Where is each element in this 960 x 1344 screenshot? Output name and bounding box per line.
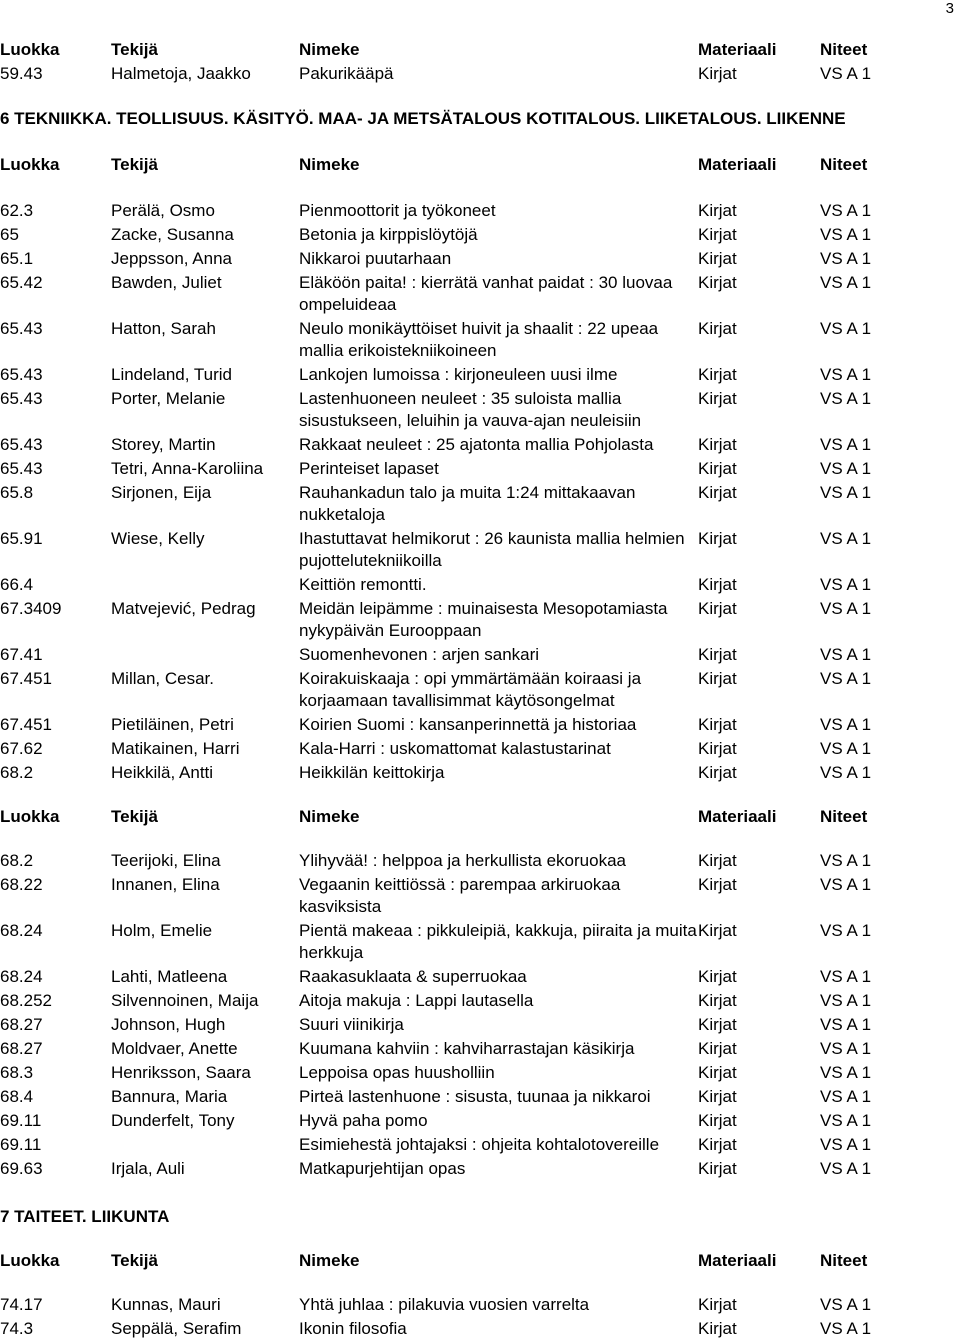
cell-tekija: Hatton, Sarah bbox=[111, 319, 216, 338]
cell-nimeke: Raakasuklaata & superruokaa bbox=[299, 967, 527, 986]
cell-luokka: 65.43 bbox=[0, 319, 43, 338]
cell-nimeke: Neulo monikäyttöiset huivit ja shaalit : 22 upeaa mallia erikoistekniikoineen bbox=[299, 319, 659, 360]
cell-tekija: Seppälä, Serafim bbox=[111, 1319, 242, 1338]
table-row bbox=[0, 481, 960, 527]
cell-niteet: VS A 1 bbox=[820, 1063, 872, 1082]
table-row bbox=[0, 737, 960, 761]
cell-nimeke: Pientä makeaa : pikkuleipiä, kakkuja, piiraita ja muita herkkuja bbox=[299, 921, 697, 962]
cell-materiaali: Kirjat bbox=[698, 457, 757, 481]
table-row bbox=[0, 919, 960, 965]
cell-tekija: Porter, Melanie bbox=[111, 389, 226, 408]
cell-luokka: 65.8 bbox=[0, 483, 34, 502]
cell-nimeke: Koirien Suomi : kansanperinnettä ja historiaa bbox=[299, 715, 637, 734]
table-header bbox=[0, 805, 960, 829]
cell-materiaali: Kirjat bbox=[698, 527, 757, 551]
cell-niteet: VS A 1 bbox=[820, 875, 872, 894]
cell-materiaali: Kirjat bbox=[698, 1317, 757, 1341]
cell-nimeke: Nikkaroi puutarhaan bbox=[299, 249, 452, 268]
cell-nimeke: Lankojen lumoissa : kirjoneuleen uusi ilme bbox=[299, 365, 618, 384]
table-row bbox=[0, 1109, 960, 1133]
cell-luokka: 65.1 bbox=[0, 249, 34, 268]
cell-materiaali: Kirjat bbox=[698, 597, 757, 621]
cell-niteet: VS A 1 bbox=[820, 249, 872, 268]
cell-luokka: 68.3 bbox=[0, 1063, 34, 1082]
cell-luokka: 65.91 bbox=[0, 529, 43, 548]
cell-niteet: VS A 1 bbox=[820, 967, 872, 986]
cell-nimeke: Yhtä juhlaa : pilakuvia vuosien varrelta bbox=[299, 1295, 590, 1314]
cell-luokka: 65.43 bbox=[0, 365, 43, 384]
cell-materiaali: Kirjat bbox=[698, 1061, 757, 1085]
catalog-table-4 bbox=[0, 1249, 960, 1341]
cell-luokka: 68.24 bbox=[0, 921, 43, 940]
cell-tekija: Sirjonen, Eija bbox=[111, 483, 212, 502]
cell-tekija: Wiese, Kelly bbox=[111, 529, 205, 548]
cell-luokka: 67.451 bbox=[0, 669, 52, 688]
cell-luokka: 68.22 bbox=[0, 875, 43, 894]
cell-nimeke: Rauhankadun talo ja muita 1:24 mittakaavan nukketaloja bbox=[299, 483, 636, 524]
cell-tekija: Moldvaer, Anette bbox=[111, 1039, 238, 1058]
table-row bbox=[0, 573, 960, 597]
cell-materiaali: Kirjat bbox=[698, 1109, 757, 1133]
header-materiaali: Materiaali bbox=[698, 805, 796, 829]
cell-niteet: VS A 1 bbox=[820, 389, 872, 408]
cell-nimeke: Eläköön paita! : kierrätä vanhat paidat : 30 luovaa ompeluideaa bbox=[299, 273, 673, 314]
table-row bbox=[0, 527, 960, 573]
cell-tekija: Storey, Martin bbox=[111, 435, 216, 454]
cell-materiaali: Kirjat bbox=[698, 667, 757, 691]
cell-niteet: VS A 1 bbox=[820, 739, 872, 758]
table-row bbox=[0, 643, 960, 667]
table-row bbox=[0, 873, 960, 919]
table-row bbox=[0, 1037, 960, 1061]
cell-luokka: 65 bbox=[0, 225, 19, 244]
header-luokka: Luokka bbox=[0, 1251, 60, 1270]
section-7-title: 7 TAITEET. LIIKUNTA bbox=[0, 1207, 170, 1226]
header-niteet: Niteet bbox=[820, 155, 868, 174]
cell-nimeke: Vegaanin keittiössä : parempaa arkiruokaa kasviksista bbox=[299, 875, 621, 916]
cell-tekija: Innanen, Elina bbox=[111, 875, 220, 894]
cell-nimeke: Suuri viinikirja bbox=[299, 1015, 404, 1034]
table-row bbox=[0, 62, 960, 86]
cell-nimeke: Suomenhevonen : arjen sankari bbox=[299, 645, 540, 664]
cell-materiaali: Kirjat bbox=[698, 247, 757, 271]
cell-tekija: Jeppsson, Anna bbox=[111, 249, 232, 268]
cell-materiaali: Kirjat bbox=[698, 317, 757, 341]
cell-tekija: Holm, Emelie bbox=[111, 921, 213, 940]
cell-tekija: Kunnas, Mauri bbox=[111, 1295, 221, 1314]
header-materiaali: Materiaali bbox=[698, 38, 796, 62]
table-row bbox=[0, 849, 960, 873]
cell-nimeke: Pakurikääpä bbox=[299, 64, 394, 83]
header-tekija: Tekijä bbox=[111, 155, 158, 174]
cell-materiaali: Kirjat bbox=[698, 433, 757, 457]
header-nimeke: Nimeke bbox=[299, 155, 360, 174]
cell-tekija: Henriksson, Saara bbox=[111, 1063, 251, 1082]
cell-nimeke: Heikkilän keittokirja bbox=[299, 763, 445, 782]
cell-niteet: VS A 1 bbox=[820, 1159, 872, 1178]
cell-tekija: Heikkilä, Antti bbox=[111, 763, 214, 782]
cell-tekija: Bannura, Maria bbox=[111, 1087, 228, 1106]
catalog-table-1 bbox=[0, 38, 960, 86]
cell-luokka: 74.3 bbox=[0, 1319, 34, 1338]
table-row bbox=[0, 317, 960, 363]
cell-nimeke: Betonia ja kirppislöytöjä bbox=[299, 225, 478, 244]
cell-materiaali: Kirjat bbox=[698, 873, 757, 897]
cell-tekija: Tetri, Anna-Karoliina bbox=[111, 459, 264, 478]
table-row bbox=[0, 457, 960, 481]
header-niteet: Niteet bbox=[820, 1251, 868, 1270]
cell-niteet: VS A 1 bbox=[820, 645, 872, 664]
cell-nimeke: Meidän leipämme : muinaisesta Mesopotamiasta nykypäivän Eurooppaan bbox=[299, 599, 668, 640]
cell-nimeke: Pirteä lastenhuone : sisusta, tuunaa ja nikkaroi bbox=[299, 1087, 651, 1106]
cell-nimeke: Perinteiset lapaset bbox=[299, 459, 439, 478]
table-header bbox=[0, 153, 960, 177]
cell-tekija: Matikainen, Harri bbox=[111, 739, 240, 758]
cell-luokka: 65.43 bbox=[0, 389, 43, 408]
cell-niteet: VS A 1 bbox=[820, 64, 872, 83]
header-luokka: Luokka bbox=[0, 807, 60, 826]
header-materiaali: Materiaali bbox=[698, 153, 796, 177]
cell-materiaali: Kirjat bbox=[698, 713, 757, 737]
cell-tekija: Teerijoki, Elina bbox=[111, 851, 221, 870]
cell-luokka: 62.3 bbox=[0, 201, 34, 220]
table-row bbox=[0, 247, 960, 271]
cell-luokka: 68.2 bbox=[0, 763, 34, 782]
cell-luokka: 65.43 bbox=[0, 459, 43, 478]
cell-materiaali: Kirjat bbox=[698, 481, 757, 505]
cell-nimeke: Ylihyvää! : helppoa ja herkullista ekoruokaa bbox=[299, 851, 626, 870]
cell-materiaali: Kirjat bbox=[698, 965, 757, 989]
cell-niteet: VS A 1 bbox=[820, 851, 872, 870]
cell-niteet: VS A 1 bbox=[820, 1087, 872, 1106]
cell-niteet: VS A 1 bbox=[820, 201, 872, 220]
cell-materiaali: Kirjat bbox=[698, 1133, 757, 1157]
header-niteet: Niteet bbox=[820, 807, 868, 826]
cell-luokka: 65.43 bbox=[0, 435, 43, 454]
header-nimeke: Nimeke bbox=[299, 40, 360, 59]
table-row bbox=[0, 713, 960, 737]
cell-materiaali: Kirjat bbox=[698, 919, 757, 943]
table-row bbox=[0, 1013, 960, 1037]
cell-tekija: Silvennoinen, Maija bbox=[111, 991, 259, 1010]
cell-luokka: 66.4 bbox=[0, 575, 34, 594]
cell-tekija: Johnson, Hugh bbox=[111, 1015, 226, 1034]
cell-luokka: 68.4 bbox=[0, 1087, 34, 1106]
header-niteet: Niteet bbox=[820, 40, 868, 59]
table-row bbox=[0, 1133, 960, 1157]
cell-tekija: Zacke, Susanna bbox=[111, 225, 234, 244]
cell-niteet: VS A 1 bbox=[820, 991, 872, 1010]
cell-nimeke: Ikonin filosofia bbox=[299, 1319, 407, 1338]
header-luokka: Luokka bbox=[0, 155, 60, 174]
cell-materiaali: Kirjat bbox=[698, 643, 757, 667]
cell-nimeke: Kuumana kahviin : kahviharrastajan käsikirja bbox=[299, 1039, 635, 1058]
cell-niteet: VS A 1 bbox=[820, 669, 872, 688]
table-header bbox=[0, 38, 960, 62]
cell-niteet: VS A 1 bbox=[820, 1111, 872, 1130]
table-row bbox=[0, 1157, 960, 1181]
cell-nimeke: Keittiön remontti. bbox=[299, 575, 427, 594]
table-row bbox=[0, 271, 960, 317]
table-row bbox=[0, 597, 960, 643]
cell-luokka: 69.63 bbox=[0, 1159, 43, 1178]
table-row bbox=[0, 363, 960, 387]
cell-luokka: 68.2 bbox=[0, 851, 34, 870]
cell-niteet: VS A 1 bbox=[820, 1135, 872, 1154]
table-row bbox=[0, 989, 960, 1013]
cell-tekija: Pietiläinen, Petri bbox=[111, 715, 234, 734]
cell-niteet: VS A 1 bbox=[820, 1295, 872, 1314]
cell-luokka: 67.62 bbox=[0, 739, 43, 758]
cell-niteet: VS A 1 bbox=[820, 529, 872, 548]
cell-nimeke: Kala-Harri : uskomattomat kalastustarinat bbox=[299, 739, 611, 758]
cell-luokka: 67.451 bbox=[0, 715, 52, 734]
cell-tekija: Dunderfelt, Tony bbox=[111, 1111, 235, 1130]
table-row bbox=[0, 1293, 960, 1317]
table-row bbox=[0, 965, 960, 989]
cell-luokka: 68.27 bbox=[0, 1039, 43, 1058]
cell-niteet: VS A 1 bbox=[820, 365, 872, 384]
cell-luokka: 65.42 bbox=[0, 273, 43, 292]
cell-nimeke: Hyvä paha pomo bbox=[299, 1111, 428, 1130]
cell-luokka: 67.3409 bbox=[0, 599, 62, 618]
cell-tekija: Millan, Cesar. bbox=[111, 669, 214, 688]
cell-materiaali: Kirjat bbox=[698, 761, 757, 785]
table-row bbox=[0, 1317, 960, 1341]
cell-niteet: VS A 1 bbox=[820, 435, 872, 454]
cell-materiaali: Kirjat bbox=[698, 1157, 757, 1181]
cell-niteet: VS A 1 bbox=[820, 1039, 872, 1058]
header-luokka: Luokka bbox=[0, 40, 60, 59]
cell-materiaali: Kirjat bbox=[698, 199, 757, 223]
cell-nimeke: Aitoja makuja : Lappi lautasella bbox=[299, 991, 534, 1010]
cell-niteet: VS A 1 bbox=[820, 715, 872, 734]
cell-luokka: 69.11 bbox=[0, 1111, 42, 1130]
header-materiaali: Materiaali bbox=[698, 1249, 796, 1273]
cell-materiaali: Kirjat bbox=[698, 1013, 757, 1037]
cell-tekija: Matvejević, Pedrag bbox=[111, 599, 256, 618]
cell-luokka: 68.24 bbox=[0, 967, 43, 986]
cell-niteet: VS A 1 bbox=[820, 483, 872, 502]
cell-luokka: 74.17 bbox=[0, 1295, 43, 1314]
cell-nimeke: Lastenhuoneen neuleet : 35 suloista mallia sisustukseen, leluihin ja vauva-ajan neuleisiin bbox=[299, 389, 642, 430]
header-tekija: Tekijä bbox=[111, 40, 158, 59]
cell-nimeke: Rakkaat neuleet : 25 ajatonta mallia Pohjolasta bbox=[299, 435, 654, 454]
header-tekija: Tekijä bbox=[111, 1251, 158, 1270]
table-row bbox=[0, 223, 960, 247]
table-row bbox=[0, 433, 960, 457]
cell-materiaali: Kirjat bbox=[698, 737, 757, 761]
cell-tekija: Lindeland, Turid bbox=[111, 365, 232, 384]
cell-luokka: 59.43 bbox=[0, 64, 43, 83]
table-row bbox=[0, 667, 960, 713]
cell-materiaali: Kirjat bbox=[698, 573, 757, 597]
cell-niteet: VS A 1 bbox=[820, 763, 872, 782]
cell-luokka: 67.41 bbox=[0, 645, 43, 664]
header-nimeke: Nimeke bbox=[299, 1251, 360, 1270]
cell-niteet: VS A 1 bbox=[820, 575, 872, 594]
cell-niteet: VS A 1 bbox=[820, 1319, 872, 1338]
cell-materiaali: Kirjat bbox=[698, 363, 757, 387]
cell-niteet: VS A 1 bbox=[820, 1015, 872, 1034]
cell-nimeke: Pienmoottorit ja työkoneet bbox=[299, 201, 496, 220]
cell-materiaali: Kirjat bbox=[698, 1037, 757, 1061]
cell-niteet: VS A 1 bbox=[820, 225, 872, 244]
cell-materiaali: Kirjat bbox=[698, 849, 757, 873]
table-row bbox=[0, 387, 960, 433]
table-row bbox=[0, 199, 960, 223]
cell-tekija: Lahti, Matleena bbox=[111, 967, 228, 986]
cell-nimeke: Ihastuttavat helmikorut : 26 kaunista mallia helmien pujottelutekniikoilla bbox=[299, 529, 685, 570]
cell-niteet: VS A 1 bbox=[820, 319, 872, 338]
cell-nimeke: Matkapurjehtijan opas bbox=[299, 1159, 466, 1178]
cell-luokka: 68.27 bbox=[0, 1015, 43, 1034]
cell-nimeke: Leppoisa opas huusholliin bbox=[299, 1063, 495, 1082]
cell-nimeke: Koirakuiskaaja : opi ymmärtämään koiraasi ja korjaamaan tavallisimmat käytösongelmat bbox=[299, 669, 642, 710]
cell-niteet: VS A 1 bbox=[820, 921, 872, 940]
cell-luokka: 68.252 bbox=[0, 991, 52, 1010]
cell-tekija: Irjala, Auli bbox=[111, 1159, 185, 1178]
cell-niteet: VS A 1 bbox=[820, 599, 872, 618]
cell-materiaali: Kirjat bbox=[698, 1085, 757, 1109]
table-row bbox=[0, 1061, 960, 1085]
cell-nimeke: Esimiehestä johtajaksi : ohjeita kohtalotovereille bbox=[299, 1135, 660, 1154]
cell-materiaali: Kirjat bbox=[698, 989, 757, 1013]
cell-tekija: Bawden, Juliet bbox=[111, 273, 222, 292]
catalog-table-3 bbox=[0, 805, 960, 1181]
cell-materiaali: Kirjat bbox=[698, 62, 757, 86]
header-tekija: Tekijä bbox=[111, 807, 158, 826]
cell-niteet: VS A 1 bbox=[820, 459, 872, 478]
cell-luokka: 69.11 bbox=[0, 1135, 42, 1154]
table-row bbox=[0, 761, 960, 785]
page-number: 3 bbox=[945, 0, 954, 17]
table-row bbox=[0, 1085, 960, 1109]
cell-materiaali: Kirjat bbox=[698, 1293, 757, 1317]
cell-niteet: VS A 1 bbox=[820, 273, 872, 292]
catalog-table-2 bbox=[0, 153, 960, 785]
cell-materiaali: Kirjat bbox=[698, 387, 757, 411]
cell-materiaali: Kirjat bbox=[698, 223, 757, 247]
section-6-title: 6 TEKNIIKKA. TEOLLISUUS. KÄSITYÖ. MAA- JA METSÄTALOUS KOTITALOUS. LIIKETALOUS. LIIKENNE bbox=[0, 109, 846, 128]
cell-tekija: Perälä, Osmo bbox=[111, 201, 215, 220]
cell-materiaali: Kirjat bbox=[698, 271, 757, 295]
header-nimeke: Nimeke bbox=[299, 807, 360, 826]
table-header bbox=[0, 1249, 960, 1273]
cell-tekija: Halmetoja, Jaakko bbox=[111, 64, 251, 83]
